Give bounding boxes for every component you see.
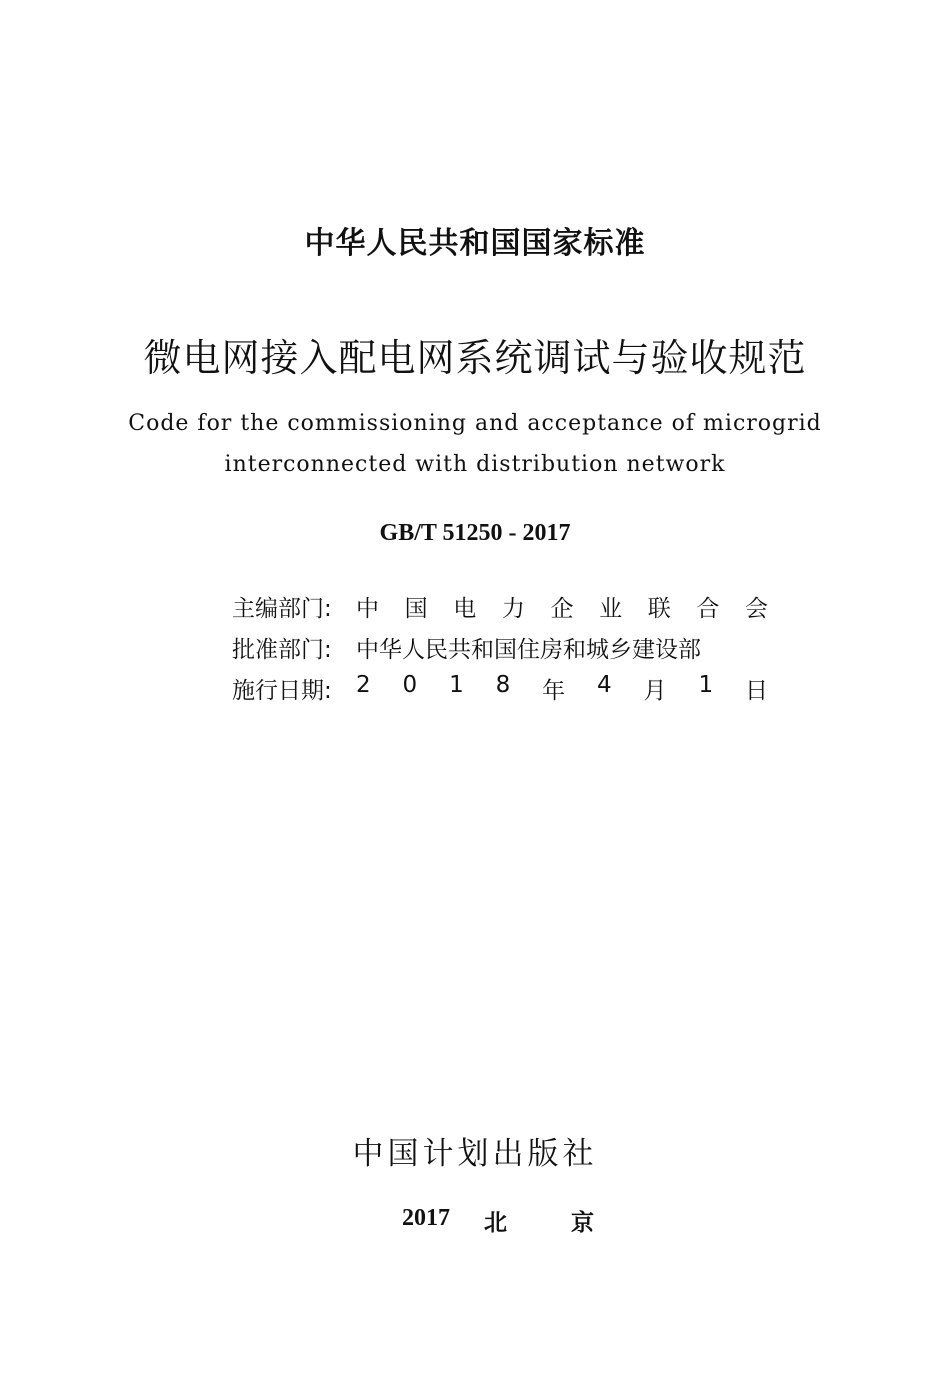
date-char: 1 <box>449 672 464 698</box>
date-char: 4 <box>597 672 612 698</box>
publication-place <box>402 1205 602 1239</box>
editor-char: 业 <box>599 596 623 622</box>
editor-char: 合 <box>696 596 720 622</box>
date-char: 年 <box>542 678 566 704</box>
chinese-title: 微电网接入配电网系统调试与验收规范 <box>143 336 807 380</box>
date-char: 2 <box>356 672 371 698</box>
editor-char: 电 <box>453 596 477 622</box>
city-char: 京 <box>571 1210 594 1236</box>
publisher: 中国计划出版社 <box>352 1136 598 1172</box>
editor-char: 企 <box>550 596 574 622</box>
publication-city <box>484 1204 594 1237</box>
approver-row <box>232 631 772 665</box>
approver-label: 批准部门: <box>232 637 332 663</box>
effective-date-label: 施行日期: <box>232 678 332 704</box>
standard-number: GB/T 51250 - 2017 <box>379 520 571 546</box>
approver-value: 中华人民共和国住房和城乡建设部 <box>356 637 701 663</box>
date-char: 月 <box>643 678 667 704</box>
city-char: 北 <box>484 1210 507 1236</box>
date-char: 0 <box>402 672 418 698</box>
editor-char: 会 <box>745 596 768 622</box>
editor-char: 中 <box>356 596 379 622</box>
english-title-line-2: interconnected with distribution network <box>224 452 726 477</box>
date-char: 8 <box>495 672 511 698</box>
editor-char: 联 <box>647 596 671 622</box>
publication-year: 2017 <box>402 1205 450 1231</box>
effective-date-row <box>232 672 772 706</box>
date-char: 日 <box>744 678 768 704</box>
date-char: 1 <box>698 672 714 698</box>
standard-category: 中华人民共和国国家标准 <box>304 226 646 261</box>
english-title-line-1: Code for the commissioning and acceptance of microgrid <box>128 411 822 436</box>
editor-value <box>356 590 768 623</box>
editor-label: 主编部门: <box>232 596 332 622</box>
editor-char: 国 <box>404 596 428 622</box>
editor-char: 力 <box>501 596 525 622</box>
effective-date-value <box>356 672 768 705</box>
editor-row <box>232 590 772 624</box>
